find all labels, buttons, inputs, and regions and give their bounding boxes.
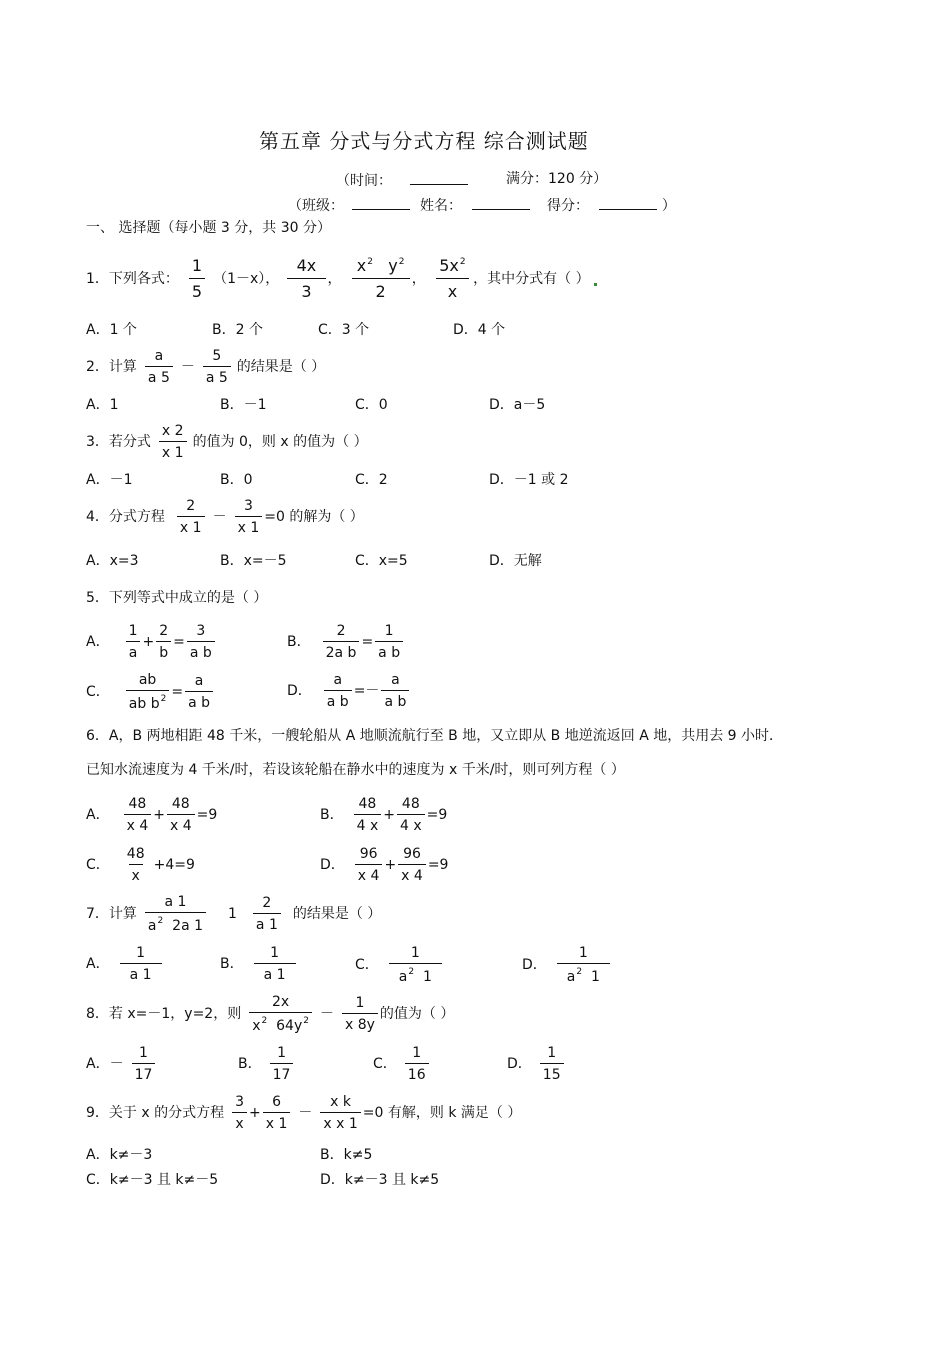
q8-b-label: B． bbox=[238, 1056, 262, 1072]
q7-fraction-1: $\frac{a 1}{a^2 2a 1}$ bbox=[145, 895, 206, 933]
question-8 bbox=[86, 995, 454, 1033]
q4-suffix: =0 的解为（ ） bbox=[264, 509, 364, 525]
q6-d-plus: + bbox=[384, 857, 397, 873]
q8-a-fraction: $\frac{1}{17}$ bbox=[132, 1046, 156, 1082]
q4-option-a[interactable]: A．x=3 bbox=[86, 553, 139, 569]
q6-option-b[interactable] bbox=[320, 797, 447, 833]
q5-option-d[interactable] bbox=[287, 673, 411, 709]
q5-option-a[interactable] bbox=[86, 624, 217, 660]
q6-b-eq: =9 bbox=[426, 807, 448, 823]
q6-c-label: C． bbox=[86, 857, 110, 873]
q2-option-c[interactable]: C．0 bbox=[355, 397, 388, 413]
q5-a-fraction-2: $\frac{2}{b}$ bbox=[156, 624, 171, 660]
q8-fraction-2: $\frac{1}{x 8y}$ bbox=[342, 996, 378, 1032]
q7-fraction-2: $\frac{2}{a 1}$ bbox=[253, 896, 281, 932]
q1-comma: ， bbox=[327, 271, 342, 287]
q5-b-label: B． bbox=[287, 634, 311, 650]
q9-option-a[interactable]: A．k≠－3 bbox=[86, 1147, 153, 1163]
q9-option-b[interactable]: B．k≠5 bbox=[320, 1147, 373, 1163]
name-blank[interactable] bbox=[472, 197, 530, 210]
q8-d-fraction: $\frac{1}{15}$ bbox=[540, 1046, 564, 1082]
q8-minus: － bbox=[319, 1006, 334, 1022]
q6-option-c[interactable] bbox=[86, 847, 195, 883]
name-label: 姓名： bbox=[420, 198, 462, 214]
q6-line-2: 已知水流速度为 4 千米/时，若设该轮船在静水中的速度为 x 千米/时，则可列方程（ ） bbox=[86, 762, 625, 778]
q8-option-c[interactable] bbox=[373, 1046, 431, 1082]
q5-a-label: A． bbox=[86, 634, 110, 650]
q9-prefix: 9．关于 x 的分式方程 bbox=[86, 1105, 225, 1121]
q3-option-b[interactable]: B．0 bbox=[220, 472, 253, 488]
q5-b-fraction-2: $\frac{1}{\text{a b}}$ bbox=[375, 624, 403, 660]
q5-d-fraction-2: $\frac{a}{\text{a b}}$ bbox=[381, 673, 409, 709]
q8-a-label: A．－ bbox=[86, 1056, 124, 1072]
q8-b-fraction: $\frac{1}{17}$ bbox=[270, 1046, 294, 1082]
q5-b-eq: = bbox=[361, 634, 374, 650]
q1-option-a[interactable]: A．1 个 bbox=[86, 322, 137, 338]
q6-a-fraction-1: $\frac{48}{x 4}$ bbox=[124, 797, 152, 833]
q2-option-d[interactable]: D．a－5 bbox=[489, 397, 546, 413]
question-2 bbox=[86, 349, 325, 385]
q1-comma: ， bbox=[411, 271, 426, 287]
q3-fraction: $\frac{x 2}{x 1}$ bbox=[159, 424, 187, 460]
q6-a-eq: =9 bbox=[196, 807, 218, 823]
q6-d-fraction-1: $\frac{96}{x 4}$ bbox=[355, 847, 383, 883]
q8-fraction-1: $\frac{2x}{x^2 64y^2}$ bbox=[249, 995, 312, 1033]
q6-d-fraction-2: $\frac{96}{x 4}$ bbox=[398, 847, 426, 883]
q7-option-d[interactable] bbox=[522, 946, 612, 984]
q1-prefix: 1．下列各式： bbox=[86, 271, 179, 287]
q2-minus: － bbox=[180, 359, 195, 375]
q5-c-eq: = bbox=[171, 684, 184, 700]
q4-minus: － bbox=[212, 509, 227, 525]
q8-option-b[interactable] bbox=[238, 1046, 295, 1082]
q3-suffix: 的值为 0，则 x 的值为（ ） bbox=[192, 434, 368, 450]
q7-d-label: D． bbox=[522, 957, 547, 973]
q5-a-fraction-3: $\frac{3}{\text{a b}}$ bbox=[187, 624, 215, 660]
q6-b-fraction-1: $\frac{48}{4 x}$ bbox=[354, 797, 382, 833]
close-paren: ） bbox=[661, 198, 676, 214]
q4-fraction-1: $\frac{2}{x 1}$ bbox=[177, 499, 205, 535]
got-label: 得分： bbox=[547, 198, 589, 214]
q7-d-fraction: $\frac{1}{a^2 1}$ bbox=[557, 946, 610, 984]
q5-d-fraction-1: $\frac{a}{\text{a b}}$ bbox=[324, 673, 352, 709]
q8-d-label: D． bbox=[507, 1056, 532, 1072]
q9-fraction-1: $\frac{3}{x}$ bbox=[232, 1095, 247, 1131]
q6-b-plus: + bbox=[383, 807, 395, 823]
q8-option-a[interactable] bbox=[86, 1046, 157, 1082]
q7-mid: 1 bbox=[228, 906, 237, 922]
q2-fraction-1: $\frac{a}{a 5}$ bbox=[145, 349, 173, 385]
q7-option-a[interactable] bbox=[86, 946, 164, 982]
time-field bbox=[336, 172, 468, 188]
q5-a-fraction-1: $\frac{1}{a}$ bbox=[126, 624, 141, 660]
q7-b-fraction: $\frac{1}{a 1}$ bbox=[254, 946, 296, 982]
q6-a-fraction-2: $\frac{48}{x 4}$ bbox=[167, 797, 195, 833]
section-heading: 一、 选择题（每小题 3 分，共 30 分） bbox=[86, 220, 331, 236]
q5-a-plus: + bbox=[142, 634, 155, 650]
q4-option-d[interactable]: D．无解 bbox=[489, 553, 542, 569]
q8-c-label: C． bbox=[373, 1056, 397, 1072]
q2-fraction-2: $\frac{5}{a 5}$ bbox=[203, 349, 231, 385]
name-field bbox=[420, 197, 530, 213]
q5-c-label: C． bbox=[86, 684, 110, 700]
q4-fraction-2: $\frac{3}{x 1}$ bbox=[235, 499, 263, 535]
q2-prefix: 2．计算 bbox=[86, 359, 137, 375]
q7-suffix: 的结果是（ ） bbox=[292, 906, 382, 922]
question-1 bbox=[86, 258, 597, 300]
q1-fraction-1: $\frac{1}{5}$ bbox=[189, 258, 205, 300]
q1-option-b[interactable]: B．2 个 bbox=[212, 322, 263, 338]
q4-option-b[interactable]: B．x=－5 bbox=[220, 553, 287, 569]
q6-c-tail: +4=9 bbox=[153, 857, 195, 873]
q5-d-label: D． bbox=[287, 683, 312, 699]
time-blank[interactable] bbox=[410, 172, 468, 185]
q5-c-fraction-1: $\frac{ab}{ab b^2}$ bbox=[126, 673, 170, 711]
q1-fraction-3: $\frac{x^2 y^2}{2}$ bbox=[352, 258, 410, 300]
q5-b-fraction-1: $\frac{2}{\text{2a b}}$ bbox=[323, 624, 360, 660]
q7-a-fraction: $\frac{1}{a 1}$ bbox=[120, 946, 162, 982]
q9-plus: + bbox=[249, 1105, 261, 1121]
q1-option-d[interactable]: D．4 个 bbox=[453, 322, 506, 338]
q6-b-fraction-2: $\frac{48}{4 x}$ bbox=[397, 797, 425, 833]
q7-c-label: C． bbox=[355, 957, 379, 973]
q6-option-d[interactable] bbox=[320, 847, 448, 883]
q8-c-fraction: $\frac{1}{16}$ bbox=[405, 1046, 429, 1082]
q6-line-1: 6．A，B 两地相距 48 千米，一艘轮船从 A 地顺流航行至 B 地，又立即从 B 地逆流返回 A 地，共用去 9 小时． bbox=[86, 728, 784, 744]
q1-fraction-2: $\frac{4x}{3}$ bbox=[287, 258, 325, 300]
q1-term-1: （1－x）， bbox=[213, 271, 280, 287]
q7-b-label: B． bbox=[220, 956, 244, 972]
q9-minus: － bbox=[298, 1105, 313, 1121]
q5-d-eq: =－ bbox=[353, 683, 380, 699]
q9-suffix: =0 有解，则 k 满足（ ） bbox=[362, 1105, 522, 1121]
q4-option-c[interactable]: C．x=5 bbox=[355, 553, 408, 569]
question-4 bbox=[86, 499, 364, 535]
got-blank[interactable] bbox=[599, 197, 657, 210]
q6-d-label: D． bbox=[320, 857, 345, 873]
question-3 bbox=[86, 424, 368, 460]
q7-a-label: A． bbox=[86, 956, 110, 972]
q8-option-d[interactable] bbox=[507, 1046, 566, 1082]
q5-c-fraction-2: $\frac{a}{\text{a b}}$ bbox=[185, 674, 213, 710]
time-label: （时间： bbox=[336, 173, 392, 189]
q7-option-b[interactable] bbox=[220, 946, 298, 982]
q1-suffix: ，其中分式有（ ） bbox=[473, 271, 590, 287]
q9-option-d[interactable]: D．k≠－3 且 k≠5 bbox=[320, 1172, 440, 1188]
class-blank[interactable] bbox=[352, 197, 410, 210]
q1-fraction-4: $\frac{5x^2}{x}$ bbox=[436, 258, 469, 300]
q8-prefix: 8．若 x=－1，y=2，则 bbox=[86, 1006, 242, 1022]
q5-stem: 5．下列等式中成立的是（ ） bbox=[86, 590, 268, 606]
q6-a-label: A． bbox=[86, 807, 110, 823]
q6-b-label: B． bbox=[320, 807, 344, 823]
q7-c-fraction: $\frac{1}{a^2 1}$ bbox=[389, 946, 442, 984]
q5-option-b[interactable] bbox=[287, 624, 405, 660]
q5-a-eq: = bbox=[173, 634, 185, 650]
q6-option-a[interactable] bbox=[86, 797, 217, 833]
q3-option-c[interactable]: C．2 bbox=[355, 472, 388, 488]
q7-option-c[interactable] bbox=[355, 946, 444, 984]
got-field bbox=[547, 197, 676, 213]
q9-fraction-2: $\frac{6}{x 1}$ bbox=[263, 1095, 291, 1131]
q1-option-c[interactable]: C．3 个 bbox=[318, 322, 370, 338]
q2-option-a[interactable]: A．1 bbox=[86, 397, 119, 413]
q7-prefix: 7．计算 bbox=[86, 906, 137, 922]
mark-dot bbox=[594, 283, 597, 286]
q2-suffix: 的结果是（ ） bbox=[236, 359, 326, 375]
class-field bbox=[288, 197, 410, 213]
q9-option-c[interactable]: C．k≠－3 且 k≠－5 bbox=[86, 1172, 219, 1188]
q5-option-c[interactable] bbox=[86, 673, 215, 711]
q4-prefix: 4．分式方程 bbox=[86, 509, 165, 525]
q2-option-b[interactable]: B．－1 bbox=[220, 397, 267, 413]
q3-option-a[interactable]: A．－1 bbox=[86, 472, 133, 488]
question-9 bbox=[86, 1095, 521, 1131]
q6-c-fraction: $\frac{48}{x}$ bbox=[126, 846, 145, 884]
class-label: （班级： bbox=[288, 198, 344, 214]
q6-a-plus: + bbox=[153, 807, 165, 823]
page-title: 第五章 分式与分式方程 综合测试题 bbox=[259, 129, 589, 153]
q3-option-d[interactable]: D．－1 或 2 bbox=[489, 472, 569, 488]
question-7 bbox=[86, 895, 381, 933]
q8-suffix: 的值为（ ） bbox=[379, 1006, 455, 1022]
q3-prefix: 3．若分式 bbox=[86, 434, 151, 450]
q6-d-eq: =9 bbox=[427, 857, 449, 873]
q9-fraction-3: $\frac{\text{x k}}{\text{x x 1}}$ bbox=[320, 1095, 360, 1131]
score-label: 满分：120 分） bbox=[506, 171, 608, 187]
